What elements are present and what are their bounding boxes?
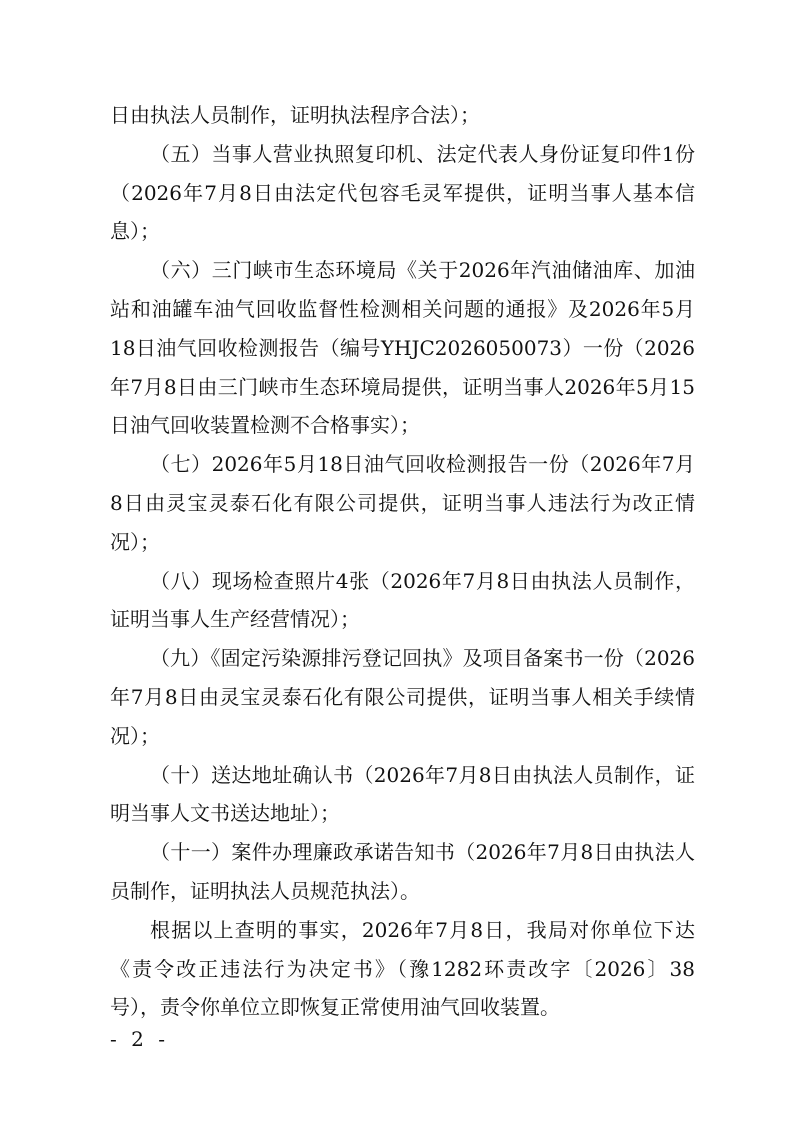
paragraph-evidence-10: （十）送达地址确认书（2026年7月8日由执法人员制作，证明当事人文书送达地址）；	[110, 762, 695, 826]
paragraph-conclusion: 根据以上查明的事实，2026年7月8日，我局对你单位下达《责令改正违法行为决定书》（豫1282环责改字〔2026〕38号），责令你单位立即恢复正常使用油气回收装置。	[110, 917, 695, 1020]
paragraph-evidence-11: （十一）案件办理廉政承诺告知书（2026年7月8日由执法人员制作，证明执法人员规范执法）。	[110, 840, 695, 903]
paragraph-evidence-6: （六）三门峡市生态环境局《关于2026年汽油储油库、加油站和油罐车油气回收监督性检测相关问题的通报》及2026年5月18日油气回收检测报告（编号YHJC2026050073）一份（2026年7月8日由三门峡市生态环境局提供，证明当事人2026年5月15日油气回收装置检测不合格事实）；	[110, 258, 695, 438]
paragraph-evidence-8: （八）现场检查照片4张（2026年7月8日由执法人员制作，证明当事人生产经营情况）；	[110, 568, 695, 632]
page-number: - 2 -	[110, 1027, 169, 1051]
paragraph-evidence-5: （五）当事人营业执照复印机、法定代表人身份证复印件1份（2026年7月8日由法定代包容毛灵军提供，证明当事人基本信息）；	[110, 141, 695, 244]
body-text	[110, 96, 695, 1027]
paragraph-evidence-9: （九）《固定污染源排污登记回执》及项目备案书一份（2026年7月8日由灵宝灵泰石化有限公司提供，证明当事人相关手续情况）；	[110, 646, 695, 748]
paragraph-evidence-7: （七）2026年5月18日油气回收检测报告一份（2026年7月8日由灵宝灵泰石化有限公司提供，证明当事人违法行为改正情况）；	[110, 452, 695, 554]
paragraph-continuation: 日由执法人员制作，证明执法程序合法）；	[110, 103, 480, 127]
